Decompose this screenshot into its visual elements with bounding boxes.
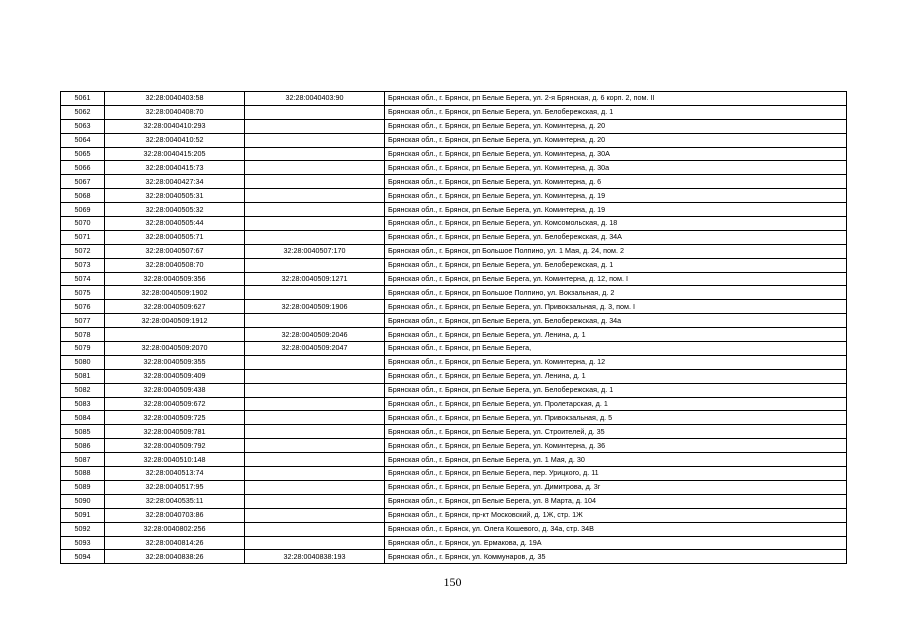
- row-number-cell: 5082: [61, 383, 105, 397]
- cadastral-number-cell: 32:28:0040505:71: [105, 230, 245, 244]
- cadastral-number-cell: 32:28:0040410:293: [105, 119, 245, 133]
- parent-cadastral-number-cell: [245, 369, 385, 383]
- page-number: 150: [443, 575, 462, 589]
- table-row: [61, 105, 847, 119]
- address-cell: Брянская обл., г. Брянск, рп Белые Берега, пер. Урицкого, д. 11: [385, 467, 847, 481]
- table-row: [61, 244, 847, 258]
- cadastral-number-cell: 32:28:0040403:58: [105, 92, 245, 106]
- address-cell: Брянская обл., г. Брянск, рп Белые Берега, ул. Коминтерна, д. 20: [385, 119, 847, 133]
- cadastral-number-cell: 32:28:0040505:32: [105, 203, 245, 217]
- registry-table-body: [61, 92, 847, 564]
- parent-cadastral-number-cell: [245, 217, 385, 231]
- address-cell: Брянская обл., г. Брянск, рп Большое Полпино, ул. 1 Мая, д. 24, пом. 2: [385, 244, 847, 258]
- row-number-cell: 5076: [61, 300, 105, 314]
- table-row: [61, 550, 847, 564]
- row-number-cell: 5085: [61, 425, 105, 439]
- address-cell: Брянская обл., г. Брянск, рп Белые Берега, ул. Белобережская, д. 1: [385, 258, 847, 272]
- address-cell: Брянская обл., г. Брянск, рп Белые Берега, ул. Коминтерна, д. 12, пом. I: [385, 272, 847, 286]
- table-row: [61, 355, 847, 369]
- parent-cadastral-number-cell: [245, 161, 385, 175]
- address-cell: Брянская обл., г. Брянск, рп Белые Берега, ул. Коминтерна, д. 30а: [385, 161, 847, 175]
- address-cell: Брянская обл., г. Брянск, рп Белые Берега, ул. Коминтерна, д. 36: [385, 439, 847, 453]
- row-number-cell: 5084: [61, 411, 105, 425]
- row-number-cell: 5064: [61, 133, 105, 147]
- address-cell: Брянская обл., г. Брянск, рп Белые Берега, ул. Комсомольская, д. 18: [385, 217, 847, 231]
- parent-cadastral-number-cell: [245, 314, 385, 328]
- parent-cadastral-number-cell: [245, 286, 385, 300]
- parent-cadastral-number-cell: 32:28:0040403:90: [245, 92, 385, 106]
- parent-cadastral-number-cell: [245, 175, 385, 189]
- parent-cadastral-number-cell: 32:28:0040509:1271: [245, 272, 385, 286]
- parent-cadastral-number-cell: [245, 189, 385, 203]
- table-row: [61, 133, 847, 147]
- row-number-cell: 5088: [61, 467, 105, 481]
- row-number-cell: 5074: [61, 272, 105, 286]
- table-row: [61, 453, 847, 467]
- parent-cadastral-number-cell: [245, 411, 385, 425]
- row-number-cell: 5073: [61, 258, 105, 272]
- table-row: [61, 425, 847, 439]
- cadastral-number-cell: 32:28:0040509:356: [105, 272, 245, 286]
- parent-cadastral-number-cell: [245, 536, 385, 550]
- cadastral-number-cell: 32:28:0040505:31: [105, 189, 245, 203]
- parent-cadastral-number-cell: [245, 439, 385, 453]
- address-cell: Брянская обл., г. Брянск, рп Белые Берега, ул. Строителей, д. 35: [385, 425, 847, 439]
- parent-cadastral-number-cell: [245, 467, 385, 481]
- table-row: [61, 536, 847, 550]
- address-cell: Брянская обл., г. Брянск, рп Белые Берега, ул. Белобережская, д. 1: [385, 383, 847, 397]
- row-number-cell: 5094: [61, 550, 105, 564]
- table-row: [61, 467, 847, 481]
- address-cell: Брянская обл., г. Брянск, рп Белые Берега, ул. Коминтерна, д. 6: [385, 175, 847, 189]
- cadastral-number-cell: 32:28:0040509:792: [105, 439, 245, 453]
- row-number-cell: 5093: [61, 536, 105, 550]
- parent-cadastral-number-cell: [245, 522, 385, 536]
- cadastral-number-cell: 32:28:0040510:148: [105, 453, 245, 467]
- parent-cadastral-number-cell: [245, 258, 385, 272]
- parent-cadastral-number-cell: [245, 119, 385, 133]
- table-row: [61, 480, 847, 494]
- parent-cadastral-number-cell: [245, 494, 385, 508]
- table-row: [61, 92, 847, 106]
- address-cell: Брянская обл., г. Брянск, ул. Ермакова, д. 19А: [385, 536, 847, 550]
- address-cell: Брянская обл., г. Брянск, рп Белые Берега, ул. Белобережская, д. 1: [385, 105, 847, 119]
- parent-cadastral-number-cell: [245, 203, 385, 217]
- cadastral-number-cell: 32:28:0040509:438: [105, 383, 245, 397]
- row-number-cell: 5068: [61, 189, 105, 203]
- table-row: [61, 328, 847, 342]
- table-row: [61, 217, 847, 231]
- table-row: [61, 119, 847, 133]
- row-number-cell: 5083: [61, 397, 105, 411]
- parent-cadastral-number-cell: 32:28:0040507:170: [245, 244, 385, 258]
- row-number-cell: 5062: [61, 105, 105, 119]
- row-number-cell: 5081: [61, 369, 105, 383]
- address-cell: Брянская обл., г. Брянск, рп Белые Берега, ул. Коминтерна, д. 12: [385, 355, 847, 369]
- table-row: [61, 272, 847, 286]
- table-row: [61, 161, 847, 175]
- address-cell: Брянская обл., г. Брянск, рп Белые Берега, ул. Коминтерна, д. 30А: [385, 147, 847, 161]
- table-row: [61, 300, 847, 314]
- row-number-cell: 5087: [61, 453, 105, 467]
- cadastral-number-cell: 32:28:0040535:11: [105, 494, 245, 508]
- cadastral-number-cell: 32:28:0040509:355: [105, 355, 245, 369]
- row-number-cell: 5066: [61, 161, 105, 175]
- cadastral-number-cell: 32:28:0040427:34: [105, 175, 245, 189]
- cadastral-number-cell: 32:28:0040509:1912: [105, 314, 245, 328]
- address-cell: Брянская обл., г. Брянск, рп Белые Берега, ул. Коминтерна, д. 19: [385, 189, 847, 203]
- table-row: [61, 522, 847, 536]
- cadastral-number-cell: 32:28:0040517:95: [105, 480, 245, 494]
- parent-cadastral-number-cell: [245, 397, 385, 411]
- cadastral-number-cell: 32:28:0040802:256: [105, 522, 245, 536]
- cadastral-number-cell: 32:28:0040408:70: [105, 105, 245, 119]
- parent-cadastral-number-cell: [245, 355, 385, 369]
- address-cell: Брянская обл., г. Брянск, рп Белые Берега, ул. Ленина, д. 1: [385, 328, 847, 342]
- cadastral-number-cell: 32:28:0040838:26: [105, 550, 245, 564]
- cadastral-number-cell: 32:28:0040814:26: [105, 536, 245, 550]
- table-row: [61, 508, 847, 522]
- address-cell: Брянская обл., г. Брянск, рп Белые Берега, ул. Ленина, д. 1: [385, 369, 847, 383]
- parent-cadastral-number-cell: [245, 508, 385, 522]
- parent-cadastral-number-cell: 32:28:0040509:2047: [245, 342, 385, 356]
- row-number-cell: 5071: [61, 230, 105, 244]
- cadastral-number-cell: 32:28:0040509:627: [105, 300, 245, 314]
- cadastral-number-cell: 32:28:0040509:781: [105, 425, 245, 439]
- table-row: [61, 147, 847, 161]
- parent-cadastral-number-cell: [245, 133, 385, 147]
- row-number-cell: 5075: [61, 286, 105, 300]
- table-row: [61, 342, 847, 356]
- parent-cadastral-number-cell: [245, 383, 385, 397]
- address-cell: Брянская обл., г. Брянск, ул. Олега Кошевого, д. 34а, стр. 34В: [385, 522, 847, 536]
- cadastral-number-cell: 32:28:0040508:70: [105, 258, 245, 272]
- cadastral-number-cell: 32:28:0040415:205: [105, 147, 245, 161]
- parent-cadastral-number-cell: [245, 230, 385, 244]
- cadastral-number-cell: 32:28:0040509:672: [105, 397, 245, 411]
- table-row: [61, 383, 847, 397]
- address-cell: Брянская обл., г. Брянск, рп Белые Берега, ул. Привокзальная, д. 5: [385, 411, 847, 425]
- address-cell: Брянская обл., г. Брянск, рп Белые Берега, ул. Белобережская, д. 34а: [385, 314, 847, 328]
- parent-cadastral-number-cell: [245, 480, 385, 494]
- row-number-cell: 5065: [61, 147, 105, 161]
- table-row: [61, 189, 847, 203]
- row-number-cell: 5078: [61, 328, 105, 342]
- cadastral-number-cell: 32:28:0040505:44: [105, 217, 245, 231]
- row-number-cell: 5061: [61, 92, 105, 106]
- parent-cadastral-number-cell: [245, 453, 385, 467]
- table-row: [61, 175, 847, 189]
- row-number-cell: 5086: [61, 439, 105, 453]
- cadastral-number-cell: 32:28:0040509:409: [105, 369, 245, 383]
- cadastral-number-cell: 32:28:0040410:52: [105, 133, 245, 147]
- table-row: [61, 369, 847, 383]
- row-number-cell: 5080: [61, 355, 105, 369]
- address-cell: Брянская обл., г. Брянск, рп Белые Берега, ул. Коминтерна, д. 19: [385, 203, 847, 217]
- table-row: [61, 314, 847, 328]
- table-row: [61, 286, 847, 300]
- address-cell: Брянская обл., г. Брянск, рп Белые Берега,: [385, 342, 847, 356]
- cadastral-number-cell: 32:28:0040703:86: [105, 508, 245, 522]
- parent-cadastral-number-cell: [245, 147, 385, 161]
- table-row: [61, 439, 847, 453]
- address-cell: Брянская обл., г. Брянск, рп Белые Берега, ул. Коминтерна, д. 20: [385, 133, 847, 147]
- cadastral-number-cell: 32:28:0040509:725: [105, 411, 245, 425]
- row-number-cell: 5091: [61, 508, 105, 522]
- table-row: [61, 397, 847, 411]
- table-row: [61, 258, 847, 272]
- cadastral-number-cell: 32:28:0040415:73: [105, 161, 245, 175]
- address-cell: Брянская обл., г. Брянск, рп Белые Берега, ул. Привокзальная, д. 3, пом. I: [385, 300, 847, 314]
- table-row: [61, 230, 847, 244]
- parent-cadastral-number-cell: 32:28:0040509:2046: [245, 328, 385, 342]
- cadastral-number-cell: 32:28:0040507:67: [105, 244, 245, 258]
- parent-cadastral-number-cell: 32:28:0040838:193: [245, 550, 385, 564]
- row-number-cell: 5063: [61, 119, 105, 133]
- row-number-cell: 5092: [61, 522, 105, 536]
- table-row: [61, 411, 847, 425]
- row-number-cell: 5077: [61, 314, 105, 328]
- row-number-cell: 5089: [61, 480, 105, 494]
- address-cell: Брянская обл., г. Брянск, рп Белые Берега, ул. Пролетарская, д. 1: [385, 397, 847, 411]
- table-row: [61, 203, 847, 217]
- address-cell: Брянская обл., г. Брянск, пр-кт Московский, д. 1Ж, стр. 1Ж: [385, 508, 847, 522]
- cadastral-number-cell: 32:28:0040513:74: [105, 467, 245, 481]
- cadastral-number-cell: 32:28:0040509:2070: [105, 342, 245, 356]
- row-number-cell: 5069: [61, 203, 105, 217]
- registry-table: [60, 91, 847, 564]
- parent-cadastral-number-cell: [245, 425, 385, 439]
- table-row: [61, 494, 847, 508]
- address-cell: Брянская обл., г. Брянск, рп Белые Берега, ул. 8 Марта, д. 104: [385, 494, 847, 508]
- cadastral-number-cell: 32:28:0040509:1902: [105, 286, 245, 300]
- row-number-cell: 5090: [61, 494, 105, 508]
- row-number-cell: 5070: [61, 217, 105, 231]
- address-cell: Брянская обл., г. Брянск, рп Белые Берега, ул. 2-я Брянская, д. 6 корп. 2, пом. II: [385, 92, 847, 106]
- parent-cadastral-number-cell: [245, 105, 385, 119]
- address-cell: Брянская обл., г. Брянск, рп Большое Полпино, ул. Вокзальная, д. 2: [385, 286, 847, 300]
- row-number-cell: 5067: [61, 175, 105, 189]
- row-number-cell: 5079: [61, 342, 105, 356]
- address-cell: Брянская обл., г. Брянск, рп Белые Берега, ул. 1 Мая, д. 30: [385, 453, 847, 467]
- address-cell: Брянская обл., г. Брянск, рп Белые Берега, ул. Белобережская, д. 34А: [385, 230, 847, 244]
- cadastral-number-cell: [105, 328, 245, 342]
- address-cell: Брянская обл., г. Брянск, рп Белые Берега, ул. Димитрова, д. 3г: [385, 480, 847, 494]
- row-number-cell: 5072: [61, 244, 105, 258]
- address-cell: Брянская обл., г. Брянск, ул. Коммунаров, д. 35: [385, 550, 847, 564]
- parent-cadastral-number-cell: 32:28:0040509:1906: [245, 300, 385, 314]
